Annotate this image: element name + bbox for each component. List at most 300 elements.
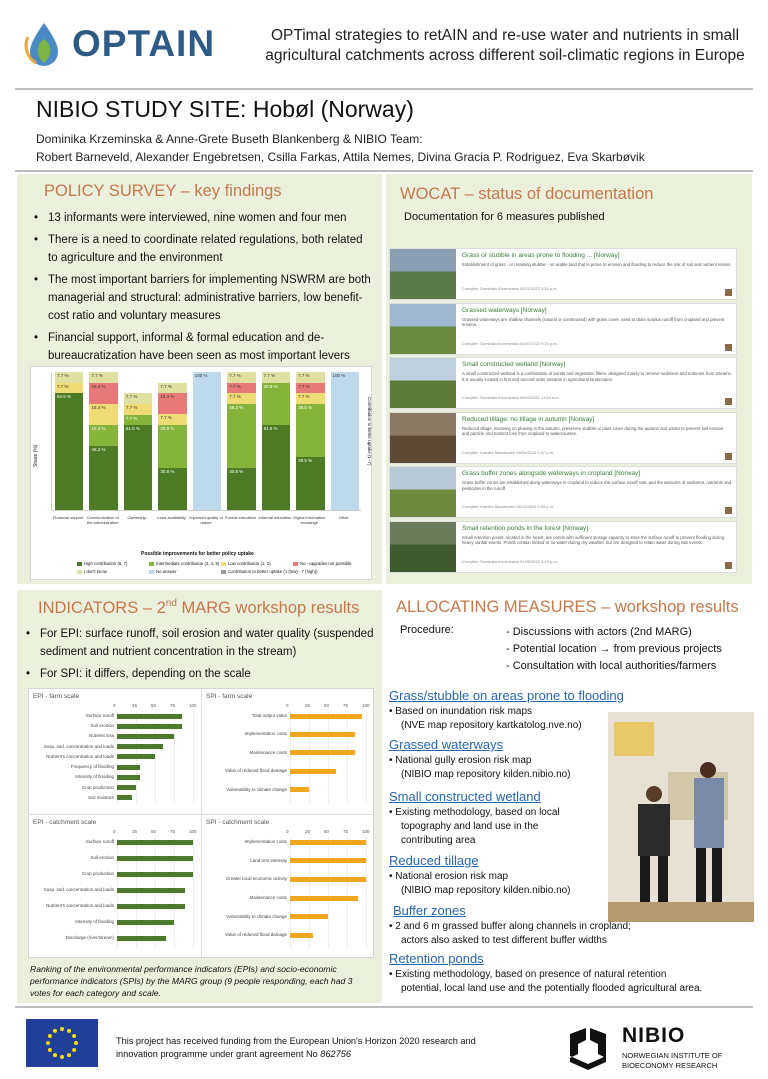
chart-title: EPI - catchment scale bbox=[33, 819, 97, 826]
policy-bar-segment bbox=[227, 404, 255, 468]
logo-text: OPTAIN bbox=[72, 23, 216, 64]
indicator-bar bbox=[290, 858, 366, 863]
nibio-name: NIBIO bbox=[622, 1024, 686, 1047]
policy-bar-segment bbox=[296, 404, 324, 457]
bar-category-label: Crop production bbox=[81, 871, 114, 876]
axis-tick: 75 bbox=[170, 829, 176, 834]
wocat-card-title[interactable]: Grassed waterways [Norway] bbox=[462, 306, 547, 314]
measure-bullet: (NVE map repository kartkatolog.nve.no) bbox=[401, 720, 582, 731]
eu-star bbox=[72, 1034, 76, 1038]
bar-category-label: Soil erosion bbox=[90, 723, 114, 729]
study-title: NIBIO STUDY SITE: Hobøl (Norway) bbox=[36, 96, 414, 122]
policy-category-label: Land availability bbox=[157, 515, 186, 520]
wocat-card-compiler: Compiler: Kamilla Skaalsveen 08/04/2014 1:07 p.m. bbox=[462, 449, 555, 455]
wocat-card-description: Reduced tillage, involving no plowing in the autumn, preserves stubble or plant cover during the autumn and winter to prevent soil erosion, and particle and nutrient loss from cropland to watercourses. bbox=[462, 425, 725, 436]
bar-category-label: Greater local economic activity bbox=[225, 876, 287, 882]
wocat-card[interactable] bbox=[389, 521, 737, 573]
spi-catchment-chart bbox=[204, 817, 372, 957]
wocat-card[interactable] bbox=[389, 303, 737, 355]
policy-bar-label: 30.8 % bbox=[263, 383, 278, 389]
policy-bar-label: 7.7 % bbox=[229, 372, 241, 378]
indicator-charts bbox=[28, 688, 374, 958]
gridline bbox=[136, 837, 137, 949]
policy-bar-segment bbox=[296, 393, 324, 404]
axis-tick: 50 bbox=[324, 703, 330, 708]
wocat-card-title[interactable]: Reduced tillage: no tillage in autumn [Norway] bbox=[462, 415, 595, 423]
policy-bar bbox=[331, 372, 359, 510]
policy-category-label: Improved quality of nature bbox=[189, 515, 223, 525]
indicator-bar bbox=[290, 914, 328, 919]
indicators-bullet: • For SPI: it differs, depending on the scale bbox=[22, 665, 382, 683]
document-icon[interactable] bbox=[725, 289, 732, 296]
eu-star bbox=[74, 1041, 78, 1045]
workshop-photo bbox=[608, 712, 754, 922]
indicator-bar bbox=[290, 877, 366, 882]
axis-tick: 0 bbox=[113, 829, 116, 834]
legend-item bbox=[149, 569, 177, 574]
measure-title: Retention ponds bbox=[389, 951, 484, 966]
policy-bullet: • 13 informants were interviewed, nine women and four men bbox=[30, 209, 375, 227]
indicator-bar bbox=[290, 787, 309, 792]
gridline bbox=[193, 837, 194, 949]
policy-bar-label: 7.7 % bbox=[125, 415, 138, 421]
axis-tick: 100 bbox=[189, 703, 197, 708]
measure-bullets bbox=[389, 806, 609, 848]
policy-bar-label: 30.8 % bbox=[160, 468, 175, 474]
axis-tick: 50 bbox=[324, 829, 330, 834]
gridline bbox=[347, 711, 348, 803]
legend-item bbox=[221, 569, 318, 574]
policy-bar-label: 15.4 % bbox=[160, 394, 175, 400]
eu-star bbox=[67, 1053, 71, 1057]
nibio-mark bbox=[566, 1026, 610, 1070]
axis-tick: 75 bbox=[343, 703, 349, 708]
measure-bullet: actors also asked to test different buffer widths bbox=[401, 935, 607, 946]
wocat-card-description: Small retention ponds, located in the forest, are ponds with sufficient storage capacity to store the surface runoff to prevent flooding during heavy rainfall events. Ponds contain limited or no water during dry weather, but are designed to retain water during rain events. bbox=[462, 534, 725, 545]
policy-chart-legend bbox=[77, 561, 367, 579]
policy-bar-label: 7.7 % bbox=[91, 372, 103, 378]
axis-tick: 0 bbox=[113, 703, 116, 708]
measure-bullet: • Based on inundation risk maps bbox=[389, 706, 533, 717]
policy-bar-segment bbox=[331, 372, 359, 510]
policy-bar-label: 100 % bbox=[194, 373, 208, 378]
policy-bar-label: 7.7 % bbox=[229, 383, 241, 389]
gridline bbox=[328, 711, 329, 803]
bar-category-label: Implementation costs bbox=[244, 839, 287, 844]
wocat-photo bbox=[390, 413, 456, 463]
indicator-bar bbox=[290, 840, 366, 845]
measure-bullets bbox=[389, 754, 599, 782]
chart-title: EPI - farm scale bbox=[33, 693, 80, 700]
indicator-bar bbox=[290, 714, 362, 719]
nibio-sub1: NORWEGIAN INSTITUTE OF bbox=[622, 1051, 723, 1060]
policy-bar-label: 46.2 % bbox=[91, 447, 106, 453]
optain-logo bbox=[22, 14, 242, 74]
policy-bar-segment bbox=[227, 372, 255, 383]
legend-swatch bbox=[77, 570, 82, 574]
indicator-bar bbox=[117, 920, 174, 925]
legend-item bbox=[221, 561, 271, 566]
policy-bar-segment bbox=[89, 383, 117, 404]
document-icon[interactable] bbox=[725, 507, 732, 514]
policy-bar-segment bbox=[55, 393, 83, 510]
indicator-bar bbox=[117, 904, 185, 909]
bar-category-label: Maintenance costs bbox=[249, 749, 287, 755]
eu-star bbox=[48, 1048, 52, 1052]
wocat-card[interactable] bbox=[389, 248, 737, 300]
axis-tick: 100 bbox=[362, 829, 370, 834]
wocat-card-description: Grass buffer zones are established along waterways in cropland to reduce the surface runoff rate, and the amounts of sediment, nutrients and pesticides in the runoff. bbox=[462, 480, 732, 491]
gridline bbox=[309, 711, 310, 803]
project-title bbox=[255, 26, 755, 66]
measure-title: Grassed waterways bbox=[389, 737, 504, 752]
legend-text: No - upgrades not possible bbox=[300, 561, 352, 566]
policy-bar-segment bbox=[227, 468, 255, 511]
wocat-card-compiler: Compiler: Dominika Krzeminska 06/02/2021 11:54 a.m. bbox=[462, 395, 560, 400]
measure-bullet: (NIBIO map repository kilden.nibio.no) bbox=[401, 885, 571, 896]
indicators-bullet: • For EPI: surface runoff, soil erosion and water quality (suspended sediment and nutrient concentration in the stream) bbox=[22, 625, 382, 661]
wocat-card-compiler: Compiler: Dominika Krzeminska 01/05/2022 3:10 p.m. bbox=[462, 558, 558, 564]
axis-tick: 0 bbox=[286, 829, 289, 834]
eu-star bbox=[46, 1041, 50, 1045]
bar-category-label: Total output value bbox=[251, 713, 287, 718]
grant-number: 862756 bbox=[320, 1049, 351, 1059]
chart-title: SPI - farm scale bbox=[206, 693, 253, 700]
legend-text: High contribution (6, 7) bbox=[84, 561, 128, 566]
policy-bar-label: 15.4 % bbox=[91, 404, 106, 410]
measure-title: Reduced tillage bbox=[389, 853, 479, 868]
eu-star bbox=[60, 1027, 64, 1031]
indicator-bar bbox=[117, 754, 155, 759]
allocating-title: ALLOCATING MEASURES – workshop results bbox=[396, 598, 739, 616]
bar-category-label: Soil moisture bbox=[87, 794, 114, 800]
wocat-card[interactable] bbox=[389, 412, 737, 464]
wocat-card[interactable] bbox=[389, 357, 737, 409]
policy-bullet: • Financial support, informal & formal education and de-bureaucratization have been seen as most important levers bbox=[30, 329, 375, 365]
policy-bar-label: 7.7 % bbox=[263, 373, 276, 379]
policy-bar bbox=[296, 372, 324, 510]
policy-category-label: Communication of the administration bbox=[86, 515, 119, 525]
authors-line2: Robert Barneveld, Alexander Engebretsen, Csilla Farkas, Attila Nemes, Divina Gracia P. Rodriguez, Eva Skarbøvik bbox=[36, 150, 645, 164]
epi-catchment-chart bbox=[31, 817, 199, 957]
bar-category-label: Soil erosion bbox=[90, 855, 114, 860]
indicator-bar bbox=[117, 888, 185, 893]
funding-line1: This project has received funding from the European Union's Horizon 2020 research and bbox=[116, 1036, 476, 1046]
gridline bbox=[366, 837, 367, 949]
bar-category-label: Intensity of flooding bbox=[75, 774, 114, 780]
wocat-card-description: Establishment of grass - or retaining stubble - on arable land that is prone to erosion and flooding to reduce the risk of soil and nutrient losses. bbox=[462, 262, 732, 267]
bar-category-label: Value of reduced flood damage bbox=[224, 932, 287, 938]
policy-bar bbox=[193, 372, 221, 510]
indicator-bar bbox=[117, 744, 163, 749]
legend-swatch bbox=[149, 562, 154, 566]
eu-star bbox=[72, 1048, 76, 1052]
workshop-photo-image bbox=[608, 712, 754, 922]
policy-bar-segment bbox=[227, 383, 255, 394]
bar-category-label: Land rent intensity bbox=[250, 857, 287, 863]
axis-tick: 25 bbox=[305, 829, 311, 834]
policy-bar bbox=[158, 372, 186, 510]
wocat-card-title[interactable]: Small constructed wetland [Norway] bbox=[462, 361, 566, 368]
policy-bar-segment bbox=[262, 425, 290, 510]
policy-bar-segment bbox=[89, 404, 117, 425]
policy-bar-label: 61.5 % bbox=[263, 426, 278, 432]
policy-bar-label: 15.4 % bbox=[91, 383, 106, 389]
policy-bar bbox=[55, 372, 83, 510]
measure-bullets bbox=[389, 920, 729, 948]
epi-farm-chart bbox=[31, 691, 199, 811]
policy-bar-segment bbox=[158, 425, 186, 468]
wocat-card-title[interactable]: Grass or stubble in areas prone to flooding ... [Norway] bbox=[462, 252, 620, 259]
policy-bar-label: 38.5 % bbox=[298, 457, 313, 463]
policy-bar-segment bbox=[296, 383, 324, 394]
measure-bullet: (NIBIO map repository kilden.nibio.no) bbox=[401, 769, 571, 780]
measure-bullet: • Existing methodology, based on local bbox=[389, 807, 560, 818]
indicator-bar bbox=[117, 734, 174, 739]
wocat-card-compiler: Compiler: Kamilla Skaalsveen 06/13/2014 2:53 p.m. bbox=[462, 504, 555, 509]
authors bbox=[36, 130, 645, 166]
indicators-caption: Ranking of the environmental performance indicators (EPIs) and socio-economic performance indicators (SPIs) by the MARG group (9 people responding, each had 3 votes for each category and scale. bbox=[30, 964, 353, 998]
document-icon[interactable] bbox=[725, 344, 732, 351]
policy-chart-plot bbox=[51, 373, 361, 511]
policy-bar-segment bbox=[158, 468, 186, 511]
eu-star bbox=[48, 1034, 52, 1038]
authors-line1: Dominika Krzeminska & Anne-Grete Buseth Blankenberg & NIBIO Team: bbox=[36, 132, 423, 146]
measure-bullet: • National erosion risk map bbox=[389, 871, 509, 882]
procedure-steps bbox=[506, 624, 722, 675]
policy-category-label: Digital information exchange bbox=[293, 515, 326, 525]
policy-bar-label: 61.5 % bbox=[125, 426, 140, 432]
divider bbox=[15, 170, 753, 172]
measure-bullet: • Existing methodology, based on presence of natural retention bbox=[389, 969, 667, 980]
policy-bar-label: 7.7 % bbox=[160, 383, 172, 389]
policy-bar-label: 30.8 % bbox=[229, 468, 244, 474]
indicator-bar bbox=[290, 933, 313, 938]
indicator-bar bbox=[117, 795, 132, 800]
bar-category-label: Implementation costs bbox=[244, 731, 287, 737]
policy-bar-segment bbox=[296, 457, 324, 510]
document-icon[interactable] bbox=[725, 453, 732, 460]
legend-text: No answer bbox=[156, 569, 177, 574]
policy-chart bbox=[30, 366, 372, 580]
axis-tick: 0 bbox=[286, 703, 289, 708]
policy-bar-label: 7.7 % bbox=[125, 404, 138, 410]
policy-bar-segment bbox=[262, 383, 290, 426]
wocat-title: WOCAT – status of documentation bbox=[400, 185, 654, 203]
indicator-bar bbox=[117, 765, 140, 770]
axis-tick: 25 bbox=[132, 703, 138, 708]
policy-bar-label: 7.7 % bbox=[298, 383, 310, 389]
policy-bar-segment bbox=[124, 415, 152, 426]
policy-bar-segment bbox=[89, 372, 117, 383]
policy-bar-segment bbox=[158, 414, 186, 425]
policy-bar-label: 7.7 % bbox=[125, 394, 138, 400]
bar-category-label: Surface runoff bbox=[85, 713, 114, 718]
axis-tick: 25 bbox=[132, 829, 138, 834]
indicator-bar bbox=[117, 856, 193, 861]
measure-bullet: contributing area bbox=[401, 835, 476, 846]
indicator-bar bbox=[117, 872, 193, 877]
chart-divider bbox=[201, 689, 202, 959]
legend-item bbox=[149, 561, 219, 566]
bar-category-label: Nutrient loss bbox=[88, 733, 114, 739]
policy-bar-label: 7.7 % bbox=[57, 373, 69, 379]
bar-category-label: Susp. sed. concentration and loads bbox=[43, 887, 114, 892]
measure-bullets bbox=[389, 870, 599, 898]
legend-text: I don't know bbox=[84, 569, 107, 574]
chart-title: SPI - catchment scale bbox=[206, 819, 270, 826]
bar-category-label: Nutrient's concentration and loads bbox=[46, 903, 114, 908]
procedure-label: Procedure: bbox=[400, 624, 454, 636]
bar-category-label: Frequency of flooding bbox=[70, 764, 114, 770]
bar-category-label: Maintenance costs bbox=[249, 895, 287, 900]
policy-category-label: Formal education bbox=[224, 515, 256, 520]
indicators-title-sup: nd bbox=[165, 598, 177, 609]
indicator-bar bbox=[290, 896, 358, 901]
spi-farm-chart bbox=[204, 691, 372, 811]
policy-category-label: Informal education bbox=[258, 515, 292, 520]
policy-category-label: Other bbox=[338, 515, 349, 520]
policy-bar bbox=[89, 372, 117, 510]
legend-swatch bbox=[293, 562, 298, 566]
legend-item bbox=[293, 561, 351, 566]
eu-star bbox=[53, 1029, 57, 1033]
measure-title: Small constructed wetland bbox=[389, 789, 541, 804]
measure-bullet: potential, local land use and the potentially flooded agricultural area. bbox=[401, 983, 703, 994]
gridline bbox=[117, 837, 118, 949]
policy-bar bbox=[124, 372, 152, 510]
gridline bbox=[155, 837, 156, 949]
policy-bar-label: 46.2 % bbox=[229, 404, 244, 410]
gridline bbox=[193, 711, 194, 803]
bar-category-label: Intensity of flooding bbox=[75, 919, 114, 924]
eu-star bbox=[67, 1029, 71, 1033]
axis-tick: 100 bbox=[189, 829, 197, 834]
legend-item bbox=[77, 569, 107, 574]
bar-category-label: Vulnerability to climate change bbox=[226, 786, 287, 792]
gridline bbox=[328, 837, 329, 949]
policy-bar-segment bbox=[89, 446, 117, 510]
procedure-step: - Discussions with actors (2nd MARG) bbox=[506, 626, 692, 638]
measure-bullets bbox=[389, 968, 749, 996]
bar-category-label: Value of reduced flood damage bbox=[224, 768, 287, 774]
wocat-photo bbox=[390, 522, 456, 572]
nibio-logo-icon bbox=[566, 1026, 610, 1070]
policy-title: POLICY SURVEY – key findings bbox=[44, 182, 282, 200]
legend-text: Low contribution (1, 2) bbox=[228, 561, 271, 566]
policy-bar-segment bbox=[262, 372, 290, 383]
policy-category-label: Financial support bbox=[52, 515, 84, 520]
bar-category-label: Surface runoff bbox=[85, 839, 114, 844]
policy-bar-segment bbox=[55, 383, 83, 394]
eu-star bbox=[53, 1053, 57, 1057]
divider bbox=[15, 88, 753, 90]
measure-bullets bbox=[389, 705, 709, 733]
policy-bar-segment bbox=[158, 383, 186, 394]
document-icon[interactable] bbox=[725, 562, 732, 569]
policy-bar-label: 7.7 % bbox=[229, 394, 241, 400]
water-drop-leaf-icon bbox=[22, 19, 66, 69]
legend-text: Contribution to better uptake (1 (low) - 7 (high)) bbox=[228, 569, 318, 574]
gridline bbox=[174, 837, 175, 949]
policy-chart-xlabel: Possible improvements for better policy uptake bbox=[141, 551, 254, 557]
wocat-photo bbox=[390, 249, 456, 299]
bar-category-label: Discharge (river/stream) bbox=[65, 935, 114, 940]
indicator-bar bbox=[117, 724, 182, 729]
axis-tick: 75 bbox=[343, 829, 349, 834]
policy-bar-label: 38.5 % bbox=[298, 404, 313, 410]
funding-text bbox=[116, 1035, 476, 1061]
chart-divider bbox=[29, 814, 375, 815]
wocat-card-title[interactable]: Grass buffer zones alongside waterways in cropland [Norway] bbox=[462, 470, 640, 477]
policy-bar bbox=[227, 372, 255, 510]
axis-tick: 50 bbox=[151, 703, 157, 708]
axis-tick: 50 bbox=[151, 829, 157, 834]
bar-category-label: Crop production bbox=[81, 784, 114, 790]
policy-category-label: Ownership bbox=[127, 515, 147, 520]
policy-bar-segment bbox=[227, 393, 255, 404]
policy-bar-label: 7.7 % bbox=[298, 372, 310, 378]
divider bbox=[15, 1006, 753, 1008]
wocat-subtitle: Documentation for 6 measures published bbox=[404, 211, 605, 223]
eu-stars bbox=[26, 1019, 98, 1067]
legend-text: Intermediate contribution (3, 4, 5) bbox=[156, 561, 220, 566]
wocat-photo bbox=[390, 358, 456, 408]
axis-tick: 100 bbox=[362, 703, 370, 708]
axis-tick: 25 bbox=[305, 703, 311, 708]
nibio-sub2: BIOECONOMY RESEARCH bbox=[622, 1061, 718, 1070]
document-icon[interactable] bbox=[725, 398, 732, 405]
policy-chart-xaxis bbox=[51, 513, 361, 549]
bar-category-label: Susp. sed. concentration and loads bbox=[43, 743, 114, 749]
wocat-photo bbox=[390, 467, 456, 517]
policy-chart-ylabel: Share (%) bbox=[33, 444, 39, 467]
policy-bar-segment bbox=[124, 425, 152, 510]
wocat-card-compiler: Compiler: Dominika Krzeminska 02/11/2022 3:28 p.m. bbox=[462, 286, 558, 291]
policy-bar-segment bbox=[89, 425, 117, 446]
indicators-title-tail: MARG workshop results bbox=[176, 598, 360, 617]
policy-bar-segment bbox=[55, 372, 83, 383]
policy-bar-segment bbox=[124, 404, 152, 415]
wocat-card-description: A small constructed wetland is a combination of ponds and vegetation filters, designed mainly to remove sediment and nutrients from streams. It is usually located in first and second order streams in agricultural landscapes. bbox=[462, 371, 732, 382]
policy-bar-segment bbox=[296, 372, 324, 383]
indicator-bar bbox=[117, 936, 166, 941]
policy-bar-label: 7.7 % bbox=[57, 383, 69, 389]
policy-bar-label: 84.6 % bbox=[57, 394, 72, 400]
indicator-bar bbox=[117, 785, 136, 790]
wocat-card[interactable] bbox=[389, 466, 737, 518]
bar-category-label: Nutrient's concentration and loads bbox=[46, 753, 114, 759]
legend-swatch bbox=[221, 570, 226, 574]
indicator-bar bbox=[290, 769, 336, 774]
measure-bullet: • 2 and 6 m grassed buffer along channels in cropland; bbox=[389, 921, 631, 932]
measure-title: Buffer zones bbox=[393, 903, 466, 918]
wocat-card-title[interactable]: Small retention ponds in the forest [Norway] bbox=[462, 524, 589, 532]
procedure-step: - Consultation with local authorities/farmers bbox=[506, 660, 717, 672]
policy-bar-segment bbox=[158, 393, 186, 414]
policy-bar-label: 15.4 % bbox=[91, 426, 106, 431]
policy-bar-label: 30.8 % bbox=[160, 426, 175, 431]
nibio-subtitle bbox=[622, 1051, 722, 1071]
legend-swatch bbox=[149, 570, 154, 574]
legend-item bbox=[77, 561, 127, 566]
policy-bar-label: 100 % bbox=[332, 373, 346, 378]
procedure-step: - Potential location → from previous projects bbox=[506, 643, 722, 655]
indicators-title-main: INDICATORS – 2 bbox=[38, 598, 166, 617]
policy-bar-segment bbox=[193, 372, 221, 510]
policy-bar bbox=[262, 372, 290, 510]
policy-bullets bbox=[30, 209, 375, 369]
